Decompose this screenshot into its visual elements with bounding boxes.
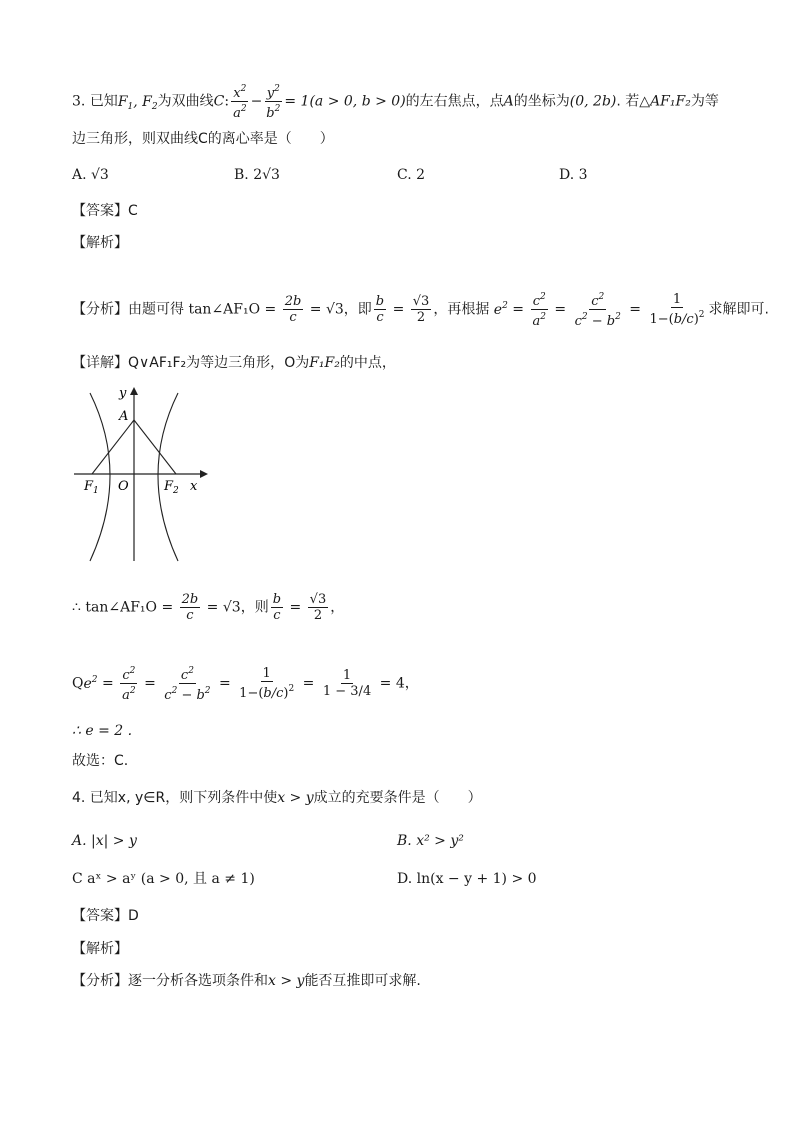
q3-stem-line1: 3. 已知$F_1$, $F_2$为双曲线C: $\frac{x^2}{a^2}$ − $\frac{y^2}{b^2}$ = 1(a > 0, b > 0)的左右焦点，点A的坐标为(0, 2b). 若△AF₁F₂为等 <box>72 84 719 121</box>
q4-option-b: B. x² > y² <box>397 833 464 849</box>
q3-frac-2b-c: $\frac{2b}{c}$ <box>284 294 302 325</box>
q4-answer-value: D <box>128 908 139 924</box>
q3-frac-sqrt3-2: $\frac{√3}{2}$ <box>412 294 430 325</box>
q3-detail-t3: F₁F₂ <box>309 355 340 371</box>
q3-number: 3. <box>72 93 86 110</box>
q4-stem-text: 4. 已知x, y∈R，则下列条件中使 <box>72 790 278 806</box>
q3-coord: (0, 2b) <box>569 93 617 110</box>
label-a: A <box>119 409 129 424</box>
q3-text2: 为双曲线 <box>157 93 214 110</box>
segment-af1 <box>92 420 134 474</box>
q3-triangle: △AF₁F₂ <box>639 93 691 110</box>
q4-fenxi <box>72 970 421 992</box>
q3-step1: ∴ tan∠AF₁O = $\frac{2b}{c}$ = √3，则 $\frac{b}{c}$ = $\frac{√3}{2}$ ， <box>72 592 345 623</box>
q3-step2: $Qe^2$ = $\frac{c^2}{a^2}$ = $\frac{c^2}{c^2 - b^2}$ = $\frac{1}{1-(b/c)^2}$ = $\frac{1}{1 - 3/4}$ = 4， <box>72 666 419 703</box>
q3-frac-y: $\frac{y^2}{b^2}$ <box>266 84 281 121</box>
q4-fenxi-cond: x > y <box>268 973 305 989</box>
q4-option-a: A. |x| > y <box>72 833 137 849</box>
q4-answer <box>72 905 139 927</box>
label-o: O <box>118 479 129 494</box>
q3-text4: 的坐标为 <box>513 93 570 110</box>
q3-frac-one-over: $\frac{1}{1-(b/c)^2}$ <box>649 292 705 327</box>
q3-conclusion: 故选：C. <box>72 753 129 769</box>
q3-text5: . 若 <box>616 93 640 110</box>
q4-stem-cond: x > y <box>277 790 314 806</box>
q3-text3: 的左右焦点，点 <box>405 93 504 110</box>
x-arrow <box>200 470 208 478</box>
q3-option-c: C. 2 <box>397 167 426 183</box>
q3-option-d: D. 3 <box>559 167 588 183</box>
q3-step2-result: = 4 <box>379 675 405 692</box>
q3-option-b: B. 2√3 <box>234 167 280 183</box>
q3-text6: 为等 <box>690 93 719 110</box>
q3-detail-t1: Q∨AF₁F₂为等边三角形， <box>128 355 285 371</box>
q3-step1-t: ∴ tan∠AF₁O <box>72 599 157 616</box>
q3-frac-b-c: $\frac{b}{c}$ <box>375 294 385 325</box>
q4-fenxi-label: 【分析】 <box>72 973 128 989</box>
q3-detail-label: 【详解】 <box>72 355 128 371</box>
y-arrow <box>130 387 138 395</box>
q3-curve-c: C <box>213 93 225 110</box>
q3-detail-t4: 的中点， <box>339 355 396 371</box>
q3-fenxi-label: 【分析】 <box>72 301 128 318</box>
q3-detail <box>72 352 396 374</box>
q3-fenxi-tan: tan∠AF₁O <box>188 301 261 318</box>
q4-stem <box>72 787 482 809</box>
q3-fenxi-t3: ，再根据 <box>433 301 490 318</box>
hyperbola-left-branch <box>90 393 110 561</box>
q4-fenxi-end: 能否互推即可求解. <box>304 973 421 989</box>
q3-eq-rhs: = 1(a > 0, b > 0) <box>284 93 406 110</box>
q3-detail-t2: O为 <box>284 355 310 371</box>
q3-point-a: A <box>503 93 514 110</box>
q3-fenxi-t2: ，即 <box>343 301 372 318</box>
hyperbola-right-branch <box>158 393 178 561</box>
q4-analysis-label: 【解析】 <box>72 941 128 957</box>
q3-frac-x: $\frac{x^2}{a^2}$ <box>233 84 247 121</box>
q4-option-c: C aˣ > aʸ (a > 0, 且 a ≠ 1) <box>72 871 255 887</box>
q3-analysis-label: 【解析】 <box>72 235 128 251</box>
q4-stem-end: 成立的充要条件是（ ） <box>313 790 482 806</box>
segment-af2 <box>134 420 176 474</box>
q3-fenxi-t4: 求解即可. <box>708 301 769 318</box>
q3-fenxi-t1: 由题可得 <box>128 301 184 318</box>
q4-fenxi-text: 逐一分析各选项条件和 <box>128 973 268 989</box>
q3-foci: $F_1$, $F_2$ <box>117 93 158 112</box>
q3-step3: ∴ e = 2 . <box>72 723 133 739</box>
q3-option-a: A. √3 <box>72 167 109 183</box>
q3-fenxi: 【分析】由题可得 tan∠AF₁O = $\frac{2b}{c}$ = √3，即 $\frac{b}{c}$ = $\frac{√3}{2}$ ，再根据 $e^2$ = $\frac{c^2}{a^2}$ = $\frac{c^2}{c^2 - b^2}$ = $\frac{1}{1-(b/c)^2}$ 求解即可. <box>72 292 769 329</box>
label-f2: $F_2$ <box>164 479 179 496</box>
q3-answer-value: C <box>128 203 138 219</box>
q3-stem-line2: 边三角形，则双曲线C的离心率是（ ） <box>72 131 334 147</box>
q4-answer-label: 【答案】 <box>72 908 128 924</box>
hyperbola-figure <box>72 383 212 568</box>
q3-step2-pre: Q <box>72 675 84 692</box>
label-f1: $F_1$ <box>84 479 99 496</box>
q3-text1: 已知 <box>89 93 118 110</box>
q4-option-d: D. ln(x − y + 1) > 0 <box>397 871 537 887</box>
label-x: x <box>190 479 198 494</box>
q3-step1-m: ，则 <box>240 599 269 616</box>
q3-answer <box>72 200 138 222</box>
label-y: y <box>119 386 127 401</box>
q3-answer-label: 【答案】 <box>72 203 128 219</box>
